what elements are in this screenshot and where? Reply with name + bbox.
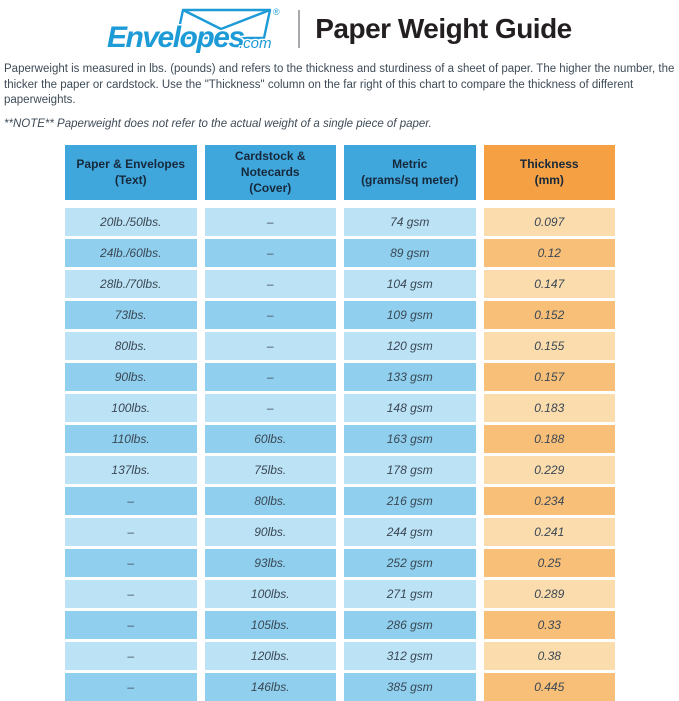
table-cell: 0.188: [484, 425, 616, 453]
brand-wordmark: Envelopes: [107, 21, 244, 53]
table-cell: 312 gsm: [344, 642, 476, 670]
table-cell: –: [205, 301, 337, 329]
table-cell: –: [65, 673, 197, 701]
table-cell: –: [205, 394, 337, 422]
table-cell: 74 gsm: [344, 208, 476, 236]
registered-mark: ®: [273, 7, 280, 17]
table-cell: –: [205, 270, 337, 298]
table-cell: 110lbs.: [65, 425, 197, 453]
table-cell: 0.33: [484, 611, 616, 639]
table-cell: 75lbs.: [205, 456, 337, 484]
table-cell: –: [205, 332, 337, 360]
intro-paragraph: Paperweight is measured in lbs. (pounds) and refers to the thickness and sturdiness of a sheet of paper. The higher the number, the thicker the paper or cardstock. Use the "Thickness" column on the far right of this chart to compare the thickness of different paperweights.: [4, 63, 675, 106]
table-cell: 100lbs.: [205, 580, 337, 608]
envelopes-logo: [107, 5, 285, 53]
table-cell: –: [65, 518, 197, 546]
table-cell: –: [65, 580, 197, 608]
table-cell: 385 gsm: [344, 673, 476, 701]
table-cell: 286 gsm: [344, 611, 476, 639]
intro-section: [4, 62, 675, 132]
table-cell: 105lbs.: [205, 611, 337, 639]
table-cell: 90lbs.: [205, 518, 337, 546]
table-cell: 73lbs.: [65, 301, 197, 329]
table-cell: –: [65, 611, 197, 639]
table-cell: 0.147: [484, 270, 616, 298]
table-header-row: [65, 145, 615, 200]
table-cell: 0.38: [484, 642, 616, 670]
table-cell: 0.155: [484, 332, 616, 360]
table-cell: –: [205, 239, 337, 267]
table-cell: 0.152: [484, 301, 616, 329]
table-cell: 20lb./50lbs.: [65, 208, 197, 236]
table-body: [65, 208, 615, 701]
table-cell: 216 gsm: [344, 487, 476, 515]
table-cell: 80lbs.: [65, 332, 197, 360]
column-header-metric: [344, 145, 476, 200]
column-header-label: Metric: [392, 157, 428, 171]
table-cell: 137lbs.: [65, 456, 197, 484]
table-cell: 0.234: [484, 487, 616, 515]
table-cell: 0.12: [484, 239, 616, 267]
table-cell: 120lbs.: [205, 642, 337, 670]
table-cell: 148 gsm: [344, 394, 476, 422]
page-title: Paper Weight Guide: [315, 13, 572, 44]
column-header-cardstock-notecards: [205, 145, 337, 200]
column-header-thickness: [484, 145, 616, 200]
table-cell: –: [65, 549, 197, 577]
table-cell: 271 gsm: [344, 580, 476, 608]
table-cell: 0.229: [484, 456, 616, 484]
table-cell: –: [65, 487, 197, 515]
brand-bar: [0, 0, 679, 54]
table-cell: 90lbs.: [65, 363, 197, 391]
table-cell: 120 gsm: [344, 332, 476, 360]
table-cell: 0.157: [484, 363, 616, 391]
table-cell: 146lbs.: [205, 673, 337, 701]
table-cell: 24lb./60lbs.: [65, 239, 197, 267]
column-header-sublabel: (Cover): [249, 181, 292, 195]
table-cell: 89 gsm: [344, 239, 476, 267]
table-cell: 252 gsm: [344, 549, 476, 577]
table-cell: 0.289: [484, 580, 616, 608]
column-header-sublabel: (grams/sq meter): [361, 173, 459, 187]
column-header-label: Paper & Envelopes: [76, 157, 186, 171]
column-header-label: Cardstock & Notecards: [234, 149, 306, 179]
table-cell: 178 gsm: [344, 456, 476, 484]
table-cell: 244 gsm: [344, 518, 476, 546]
table-cell: –: [205, 363, 337, 391]
table-cell: 100lbs.: [65, 394, 197, 422]
table-cell: 0.097: [484, 208, 616, 236]
table-cell: 60lbs.: [205, 425, 337, 453]
table-cell: 0.25: [484, 549, 616, 577]
table-cell: 163 gsm: [344, 425, 476, 453]
note-text: **NOTE** Paperweight does not refer to the actual weight of a single piece of paper.: [4, 117, 432, 130]
column-header-sublabel: (Text): [114, 173, 147, 187]
table-cell: 109 gsm: [344, 301, 476, 329]
column-header-paper-envelopes: [65, 145, 197, 200]
header-divider: [298, 10, 300, 48]
table-cell: 0.445: [484, 673, 616, 701]
table-cell: 0.241: [484, 518, 616, 546]
table-cell: –: [205, 208, 337, 236]
paper-weight-table: [65, 145, 615, 701]
table-cell: 28lb./70lbs.: [65, 270, 197, 298]
brand-suffix: .com: [239, 35, 272, 52]
table-cell: 93lbs.: [205, 549, 337, 577]
column-header-sublabel: (mm): [534, 173, 564, 187]
table-cell: 80lbs.: [205, 487, 337, 515]
table-cell: –: [65, 642, 197, 670]
column-header-label: Thickness: [519, 157, 579, 171]
table-cell: 104 gsm: [344, 270, 476, 298]
table-cell: 0.183: [484, 394, 616, 422]
table-cell: 133 gsm: [344, 363, 476, 391]
